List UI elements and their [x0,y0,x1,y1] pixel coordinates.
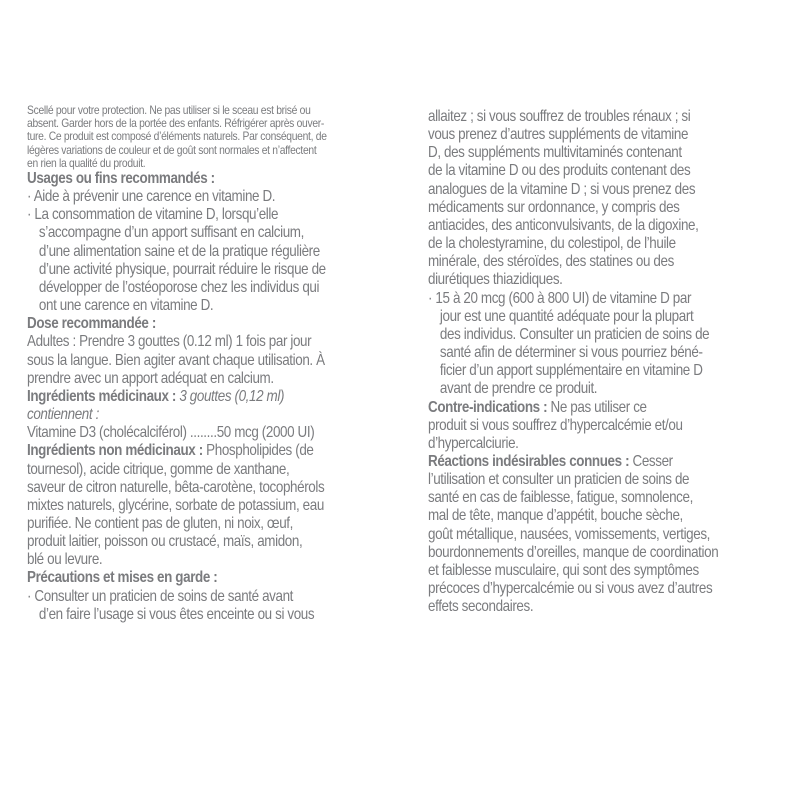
nonmedicinal-heading-line [27,442,350,460]
precautions-line: diurétiques thiazidiques. [428,271,563,289]
adverse-line: l’utilisation et consulter un praticien de soins de [428,471,690,489]
dose-line: Adultes : Prendre 3 gouttes (0.12 ml) 1 fois par jour [27,333,312,351]
precautions-line: vous prenez d’autres suppléments de vitamine [428,126,689,144]
adverse-line: goût métallique, nausées, vomissements, vertiges, [428,525,711,543]
dose-heading: Dose recommandée : [27,315,156,333]
precautions-line: antiacides, des anticonvulsivants, de la digoxine, [428,216,699,234]
right-column [428,108,778,616]
left-column [27,104,407,624]
precautions-line: médicaments sur ordonnance, y compris des [428,198,680,216]
intro-line: ture. Ce produit est composé d’éléments naturels. Par conséquent, de [27,129,327,144]
uses-line: s’accompagne d’un apport suffisant en calcium, [38,224,304,242]
precautions-line: de la vitamine D ou des produits contenant des [428,162,691,180]
adverse-line: précoces d’hypercalcémie ou si vous avez d’autres [428,580,713,598]
nonmedicinal-line: tournesol), acide citrique, gomme de xanthane, [27,460,290,478]
nonmedicinal-line: purifiée. Ne contient pas de gluten, ni noix, œuf, [27,514,293,532]
nonmedicinal-line: saveur de citron naturelle, bêta-carotène, tocophérols [27,478,325,496]
dose-bullet-line: jour est une quantité adéquate pour la plupart [439,307,694,325]
dose-line: sous la langue. Bien agiter avant chaque utilisation. À [27,351,325,369]
uses-line: d’une alimentation saine et de la pratique régulière [38,242,320,260]
medicinal-item: Vitamine D3 (cholécalciférol) ........50 mcg (2000 UI) [27,424,315,442]
dose-bullet-line: avant de prendre ce produit. [439,380,598,398]
precautions-bullet [27,588,407,624]
adverse-paragraph [428,471,778,616]
uses-bullet-1: · Aide à prévenir une carence en vitamine D. [27,188,276,206]
medicinal-quantity: 3 gouttes (0,12 ml) [176,387,285,405]
medicinal-contain: contiennent : [27,406,99,424]
nonmedicinal-paragraph [27,461,407,570]
precautions-line: D, des suppléments multivitaminés contenant [428,144,682,162]
medicinal-heading-line [27,388,350,406]
adverse-line: mal de tête, manque d’appétit, bouche sèche, [428,507,683,525]
uses-line: d’une activité physique, pourrait réduire le risque de [38,260,326,278]
nonmedicinal-first: Phospholipides (de [202,442,314,460]
adverse-line: santé en cas de faiblesse, fatigue, somnolence, [428,489,693,507]
intro-paragraph [27,104,407,170]
contraindications-line: produit si vous souffrez d’hypercalcémie et/ou [428,416,683,434]
contraindications-line: d’hypercalciurie. [428,434,519,452]
nonmedicinal-line: produit laitier, poisson ou crustacé, maïs, amidon, [27,533,303,551]
dose-bullet-line: santé afin de déterminer si vous pourriez béné- [439,344,703,362]
adverse-line: effets secondaires. [428,598,534,616]
intro-line: Scellé pour votre protection. Ne pas utiliser si le sceau est brisé ou [27,103,311,117]
uses-line: ont une carence en vitamine D. [38,297,214,315]
uses-line: développer de l’ostéoporose chez les individus qui [38,278,320,296]
medicinal-heading: Ingrédients médicinaux : [27,387,177,405]
adverse-line: bourdonnements d’oreilles, manque de coordination [428,543,719,561]
intro-line: légères variations de couleur et de goût sont normales et n’affectent [27,142,317,157]
intro-line: absent. Garder hors de la portée des enfants. Réfrigérer après ouver- [27,116,325,131]
intro-line: en rien la qualité du produit. [27,155,146,170]
dose-bullet [428,290,778,399]
nonmedicinal-heading: Ingrédients non médicinaux : [27,442,203,460]
dose-bullet-line: · 15 à 20 mcg (600 à 800 UI) de vitamine D par [428,289,692,307]
uses-heading: Usages ou fins recommandés : [27,170,215,188]
contraindications-heading-line [428,399,726,417]
nonmedicinal-line: blé ou levure. [27,551,103,569]
dose-bullet-line: ficier d’un apport supplémentaire en vitamine D [439,362,703,380]
contraindications-first: Ne pas utiliser ce [547,398,647,416]
adverse-first: Cesser [629,452,673,470]
precautions-line: analogues de la vitamine D ; si vous prenez des [428,180,696,198]
dose-line: prendre avec un apport adéquat en calcium. [27,369,274,387]
adverse-heading-line [428,453,726,471]
contraindications-heading: Contre-indications : [428,398,548,416]
adverse-heading: Réactions indésirables connues : [428,452,630,470]
precautions-line: d’en faire l’usage si vous êtes enceinte ou si vous [38,605,315,623]
precautions-heading: Précautions et mises en garde : [27,569,218,587]
nonmedicinal-line: mixtes naturels, glycérine, sorbate de potassium, eau [27,496,324,514]
uses-line: · La consommation de vitamine D, lorsqu’elle [27,206,279,224]
uses-bullet-2 [27,206,407,315]
precautions-line: allaitez ; si vous souffrez de troubles rénaux ; si [428,108,691,125]
precautions-continued [428,108,778,290]
precautions-line: · Consulter un praticien de soins de santé avant [27,587,294,605]
adverse-line: et faiblesse musculaire, qui sont des symptômes [428,561,699,579]
dose-bullet-line: des individus. Consulter un praticien de soins de [439,325,710,343]
precautions-line: de la cholestyramine, du colestipol, de l’huile [428,235,676,253]
precautions-line: minérale, des stéroïdes, des statines ou des [428,253,674,271]
dose-paragraph [27,333,407,387]
